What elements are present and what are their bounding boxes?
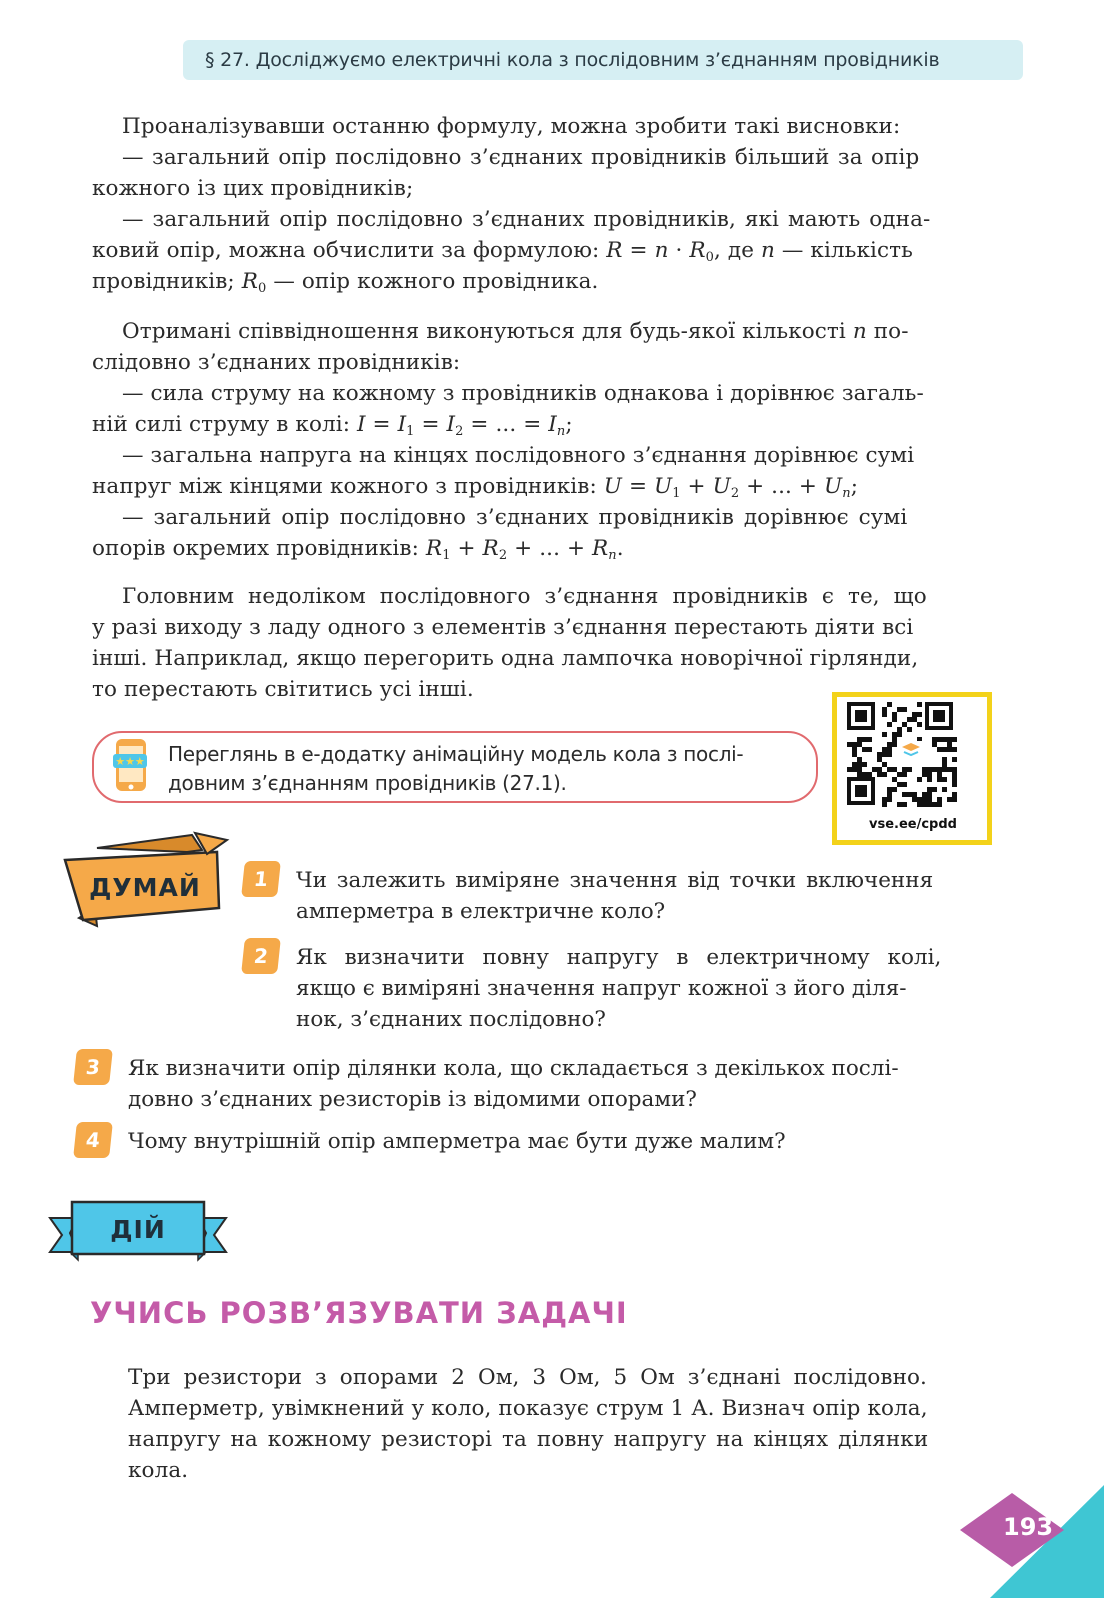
question-number-badge: 1: [241, 861, 281, 897]
think-ribbon: [57, 830, 232, 935]
text-line: — загальний опір послідовно з’єднаних провідників дорівнює сумі: [122, 505, 908, 530]
think-label: ДУМАЙ: [89, 873, 201, 902]
formula-operator: =: [622, 238, 655, 263]
formula-symbol: I: [357, 412, 366, 437]
question-3: [128, 1053, 1002, 1115]
text-line: Проаналізувавши останню формулу, можна зробити такі висновки:: [122, 114, 901, 139]
subscript: 1: [442, 548, 451, 563]
text-line: Переглянь в е-додатку анімаційну модель кола з послі-: [168, 742, 744, 766]
text-line: довним з’єднанням провідників (27.1).: [168, 771, 567, 795]
section-title: УЧИСЬ РОЗВ’ЯЗУВАТИ ЗАДАЧІ: [90, 1296, 628, 1330]
formula-operator: = ... =: [463, 412, 549, 437]
question-number-badge: 4: [73, 1122, 113, 1158]
formula-symbol: U: [823, 474, 843, 499]
subscript: n: [556, 424, 566, 439]
act-ribbon: [48, 1200, 228, 1270]
formula-symbol: I: [397, 412, 407, 437]
subscript: n: [608, 548, 617, 563]
text-fragment: Отримані співвідношення виконуються для будь-якої кількості: [122, 319, 853, 344]
subscript: 0: [258, 281, 267, 296]
logo-icon: [899, 741, 923, 763]
formula-symbol: U: [603, 474, 623, 499]
formula-symbol: R: [482, 536, 499, 561]
formula-operator: +: [450, 536, 483, 561]
subscript: 2: [730, 486, 740, 501]
text-fragment: напруг між кінцями кожного з провідників:: [92, 474, 604, 499]
question-number-badge: 3: [73, 1049, 113, 1085]
formula-symbol: U: [654, 474, 673, 499]
formula-symbol: R: [592, 536, 609, 561]
subscript: n: [842, 486, 851, 501]
text-fragment: ковий опір, можна обчислити за формулою:: [92, 238, 607, 263]
formula-operator: ·: [668, 238, 690, 263]
text-line: Амперметр, увімкнений у коло, показує струм 1 А. Визнач опір кола,: [128, 1396, 928, 1421]
subscript: 2: [498, 548, 508, 563]
formula-operator: =: [622, 474, 654, 499]
page-number: 193: [1003, 1513, 1054, 1541]
text-line: у разі виходу з ладу одного з елементів з’єднання перестають діяти всі: [92, 615, 914, 640]
text-fragment: ;: [565, 412, 573, 437]
formula-line: [92, 316, 1002, 347]
qr-caption: vse.ee/cpdd: [869, 817, 957, 832]
formula-line: [92, 533, 1002, 564]
text-line: Чи залежить виміряне значення від точки включення: [296, 868, 934, 893]
relations-paragraph: [92, 316, 1002, 564]
chapter-header: § 27. Досліджуємо електричні кола з послідовним з’єднанням провідників: [183, 40, 1023, 80]
text-line: Як визначити опір ділянки кола, що складається з декількох послі-: [128, 1056, 899, 1081]
formula-operator: + ... +: [739, 474, 824, 499]
formula-line: [92, 266, 1002, 297]
text-line: інші. Наприклад, якщо перегорить одна лампочка новорічної гірлянди,: [92, 646, 919, 671]
text-fragment: провідників;: [92, 269, 242, 294]
text-line: Як визначити повну напругу в електричному колі,: [296, 945, 942, 970]
conclusions-paragraph: [92, 111, 1002, 297]
act-label: ДІЙ: [110, 1215, 166, 1244]
subscript: 1: [672, 486, 681, 501]
text-fragment: , де: [714, 238, 761, 263]
text-fragment: — кількість: [774, 238, 913, 263]
text-line: Три резистори з опорами 2 Ом, 3 Ом, 5 Ом з’єднані послідовно.: [128, 1365, 927, 1390]
svg-text:★★★: ★★★: [115, 755, 145, 768]
question-4: [128, 1126, 1002, 1157]
text-line: кола.: [128, 1458, 189, 1483]
text-line: то перестають світитись усі інші.: [92, 677, 474, 702]
phone-rating-icon: [113, 738, 151, 794]
text-line: — загальна напруга на кінцях послідовного з’єднання дорівнює сумі: [122, 443, 915, 468]
formula-symbol: U: [712, 474, 731, 499]
e-app-info-text: [168, 740, 808, 798]
formula-symbol: R: [689, 238, 706, 263]
text-line: — загальний опір послідовно з’єднаних провідників більший за опір: [122, 145, 920, 170]
formula-operator: =: [414, 412, 447, 437]
text-fragment: опорів окремих провідників:: [92, 536, 426, 561]
question-1: [296, 865, 1002, 927]
text-line: амперметра в електричне коло?: [296, 899, 666, 924]
question-number-badge: 2: [241, 938, 281, 974]
subscript: 2: [455, 424, 464, 439]
text-fragment: ;: [850, 474, 859, 499]
formula-symbol: R: [241, 269, 259, 294]
text-line: довно з’єднаних резисторів із відомими опорами?: [128, 1087, 697, 1112]
text-line: — загальний опір послідовно з’єднаних провідників, які мають одна-: [122, 207, 931, 232]
formula-line: [92, 409, 1002, 440]
task-paragraph: [128, 1362, 1002, 1486]
text-line: напругу на кожному резисторі та повну напругу на кінцях ділянки: [128, 1427, 929, 1452]
drawback-paragraph: [92, 581, 1002, 705]
formula-line: [92, 471, 1002, 502]
text-fragment: ній силі струму в колі:: [92, 412, 357, 437]
text-line: слідовно з’єднаних провідників:: [92, 350, 461, 375]
subscript: 1: [406, 424, 415, 439]
text-line: кожного із цих провідників;: [92, 176, 414, 201]
question-2: [296, 942, 1002, 1035]
text-fragment: по-: [866, 319, 909, 344]
text-line: — сила струму на кожному з провідників однакова і дорівнює загаль-: [122, 381, 924, 406]
text-fragment: — опір кожного провідника.: [266, 269, 599, 294]
formula-symbol: n: [760, 238, 775, 263]
text-line: нок, з’єднаних послідовно?: [296, 1007, 606, 1032]
formula-operator: =: [365, 412, 398, 437]
text-line: якщо є виміряні значення напруг кожної з його діля-: [296, 976, 907, 1001]
formula-line: [92, 235, 1002, 266]
text-line: Головним недоліком послідовного з’єднання провідників є те, що: [122, 584, 927, 609]
formula-symbol: n: [852, 319, 867, 344]
formula-symbol: I: [446, 412, 456, 437]
formula-symbol: n: [654, 238, 669, 263]
text-fragment: .: [616, 536, 624, 561]
formula-symbol: R: [606, 238, 623, 263]
formula-operator: +: [680, 474, 713, 499]
text-line: Чому внутрішній опір амперметра має бути дуже малим?: [128, 1129, 786, 1154]
formula-symbol: R: [425, 536, 443, 561]
page-corner: [960, 1485, 1104, 1598]
formula-symbol: I: [548, 412, 557, 437]
subscript: 0: [705, 250, 715, 265]
formula-operator: + ... +: [507, 536, 592, 561]
